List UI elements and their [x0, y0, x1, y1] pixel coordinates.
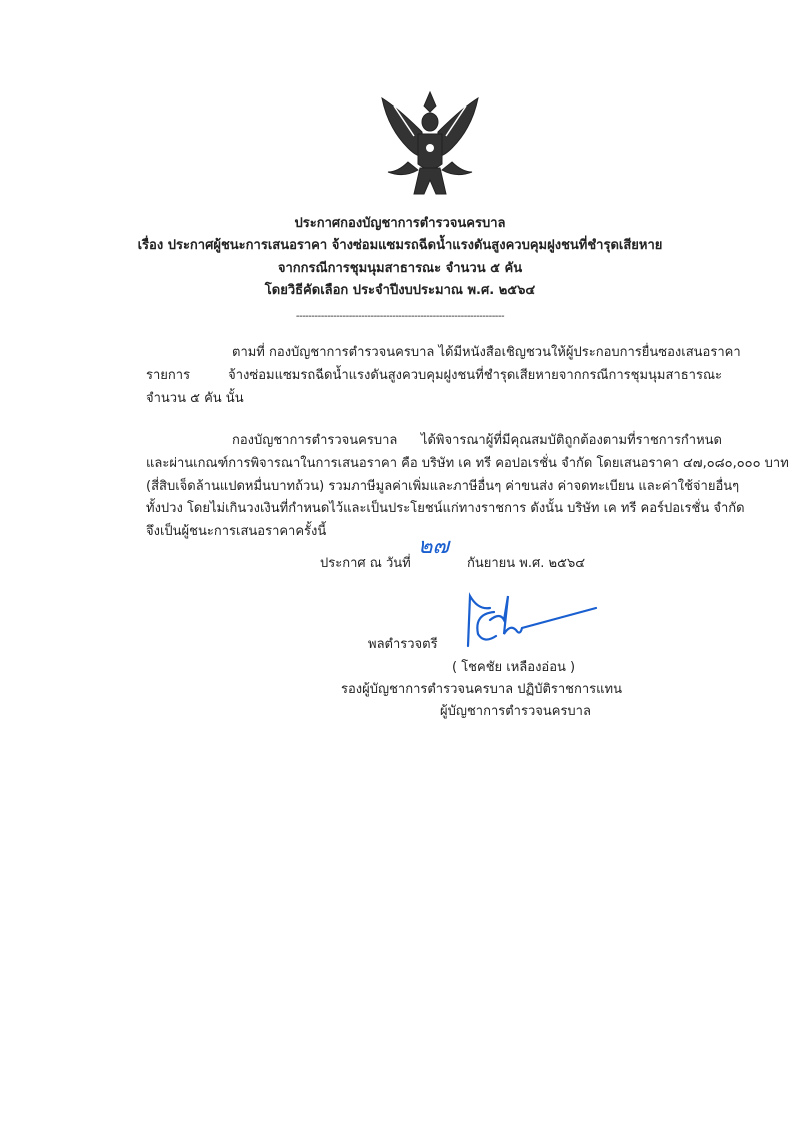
signature-position2: ผู้บัญชาการตำรวจนครบาล — [440, 704, 591, 719]
header-subject-line2: จากกรณีการชุมนุมสาธารณะ จำนวน ๕ คัน — [277, 261, 523, 276]
para1-line2: รายการ จ้างซ่อมแซมรถฉีดน้ำแรงดันสูงควบคุมฝูงชนที่ชำรุดเสียหายจากกรณีการชุมนุมสาธารณะ — [146, 368, 722, 383]
garuda-emblem-icon — [378, 88, 482, 200]
signature-position1: รองผู้บัญชาการตำรวจนครบาล ปฏิบัติราชการแทน — [341, 682, 622, 697]
date-day-handwritten: ๒๗ — [418, 534, 450, 559]
para1-line1: ตามที่ กองบัญชาการตำรวจนครบาล ได้มีหนังสือเชิญชวนให้ผู้ประกอบการยื่นซองเสนอราคา — [232, 345, 741, 360]
header-subject-line1: เรื่อง ประกาศผู้ชนะการเสนอราคา จ้างซ่อมแซมรถฉีดน้ำแรงดันสูงควบคุมฝูงชนที่ชำรุดเสียหาย — [137, 238, 663, 253]
para1-line3: จำนวน ๕ คัน นั้น — [146, 391, 244, 406]
date-prefix: ประกาศ ณ วันที่ — [320, 556, 411, 571]
signature-icon — [460, 590, 600, 650]
signature-rank: พลตำรวจตรี — [368, 637, 438, 652]
para2-line4: ทั้งปวง โดยไม่เกินวงเงินที่กำหนดไว้และเป็นประโยชน์แก่ทางราชการ ดังนั้น บริษัท เค ทรี คอร์ปอเรชั่น จำกัด — [146, 501, 745, 516]
header-divider: ------------------------------------------------------------------- — [295, 311, 505, 322]
date-suffix: กันยายน พ.ศ. ๒๕๖๔ — [467, 556, 586, 571]
para2-line1: กองบัญชาการตำรวจนครบาล ได้พิจารณาผู้ที่มีคุณสมบัติถูกต้องตามที่ราชการกำหนด — [232, 433, 722, 448]
header-subject-line3: โดยวิธีคัดเลือก ประจำปีงบประมาณ พ.ศ. ๒๕๖๔ — [264, 283, 536, 298]
header-agency: ประกาศกองบัญชาการตำรวจนครบาล — [294, 216, 506, 231]
para2-line5: จึงเป็นผู้ชนะการเสนอราคาครั้งนี้ — [146, 524, 327, 539]
signature-name: ( โชคชัย เหลืองอ่อน ) — [452, 660, 576, 675]
para2-line2: และผ่านเกณฑ์การพิจารณาในการเสนอราคา คือ บริษัท เค ทรี คอปอเรชั่น จำกัด โดยเสนอราคา ๔๗,๐๘๐,๐๐๐ บาท — [146, 456, 789, 471]
para2-line3: (สี่สิบเจ็ดล้านแปดหมื่นบาทถ้วน) รวมภาษีมูลค่าเพิ่มและภาษีอื่นๆ ค่าขนส่ง ค่าจดทะเบียน และค่าใช้จ่ายอื่นๆ — [146, 479, 740, 494]
